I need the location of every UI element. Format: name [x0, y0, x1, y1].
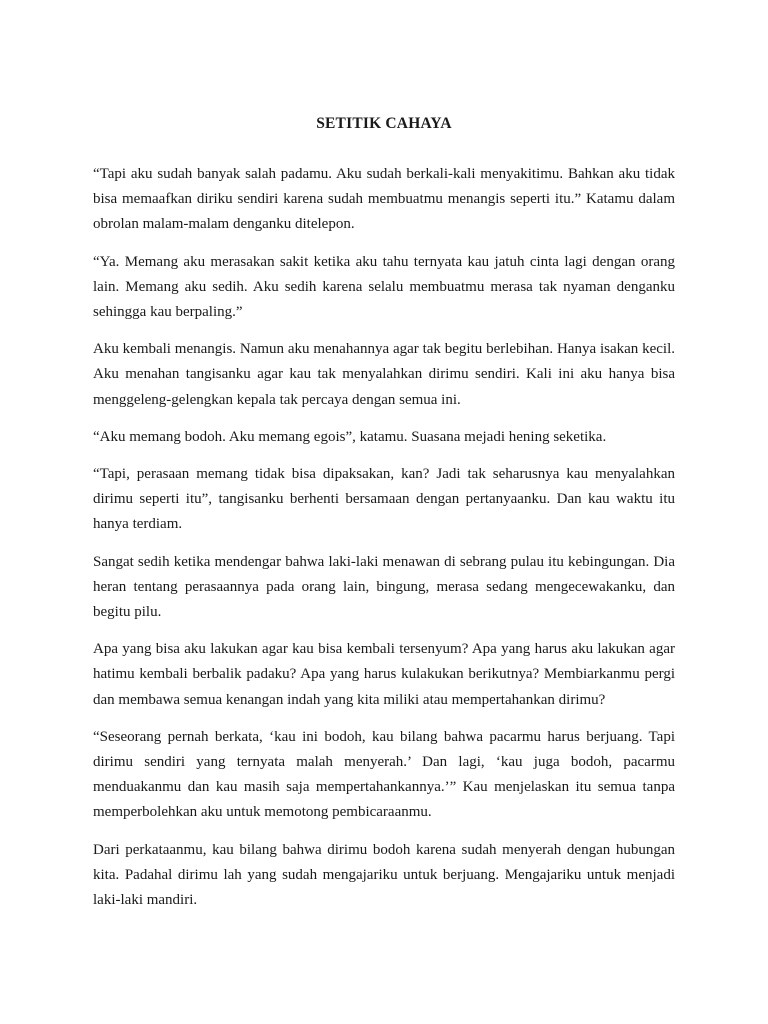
- paragraph-1: “Tapi aku sudah banyak salah padamu. Aku sudah berkali-kali menyakitimu. Bahkan aku tidak bisa memaafkan diriku sendiri karena sudah membuatmu menangis seperti itu.” Katamu dalam obrolan malam-malam denganku ditelepon.: [93, 166, 675, 233]
- document-body: [93, 162, 675, 925]
- paragraph-7: Apa yang bisa aku lakukan agar kau bisa kembali tersenyum? Apa yang harus aku lakukan agar hatimu kembali berbalik padaku? Apa yang harus kulakukan berikutnya? Membiarkanmu pergi dan membawa semua kenangan indah yang kita miliki atau mempertahankan dirimu?: [93, 641, 675, 708]
- paragraph-6: Sangat sedih ketika mendengar bahwa laki-laki menawan di sebrang pulau itu kebingungan. Dia heran tentang perasaannya pada orang lain, bingung, merasa sedang mengecewakanku, dan begitu pilu.: [93, 553, 675, 621]
- paragraph-5: “Tapi, perasaan memang tidak bisa dipaksakan, kan? Jadi tak seharusnya kau menyalahkan dirimu seperti itu”, tangisanku berhenti bersamaan dengan pertanyaanku. Dan kau waktu itu hanya terdiam.: [93, 466, 675, 533]
- document-title: SETITIK CAHAYA: [316, 115, 452, 132]
- paragraph-4: “Aku memang bodoh. Aku memang egois”, katamu. Suasana mejadi hening seketika.: [93, 428, 607, 445]
- paragraph-9: Dari perkataanmu, kau bilang bahwa dirimu bodoh karena sudah menyerah dengan hubungan kita. Padahal dirimu lah yang sudah mengajariku untuk berjuang. Mengajariku untuk menjadi laki-laki mandiri.: [93, 841, 675, 909]
- paragraph-2: “Ya. Memang aku merasakan sakit ketika aku tahu ternyata kau jatuh cinta lagi dengan orang lain. Memang aku sedih. Aku sedih karena selalu membuatmu merasa tak nyaman denganku sehingga kau berpaling.”: [93, 253, 675, 321]
- paragraph-3: Aku kembali menangis. Namun aku menahannya agar tak begitu berlebihan. Hanya isakan kecil. Aku menahan tangisanku agar kau tak menyalahkan dirimu sendiri. Kali ini aku hanya bisa menggeleng-gelengkan kepala tak percaya dengan semua ini.: [93, 341, 675, 408]
- paragraph-8: “Seseorang pernah berkata, ‘kau ini bodoh, kau bilang bahwa pacarmu harus berjuang. Tapi dirimu sendiri yang ternyata malah menyerah.’ Dan lagi, ‘kau juga bodoh, pacarmu menduakanmu dan kau masih saja mempertahankannya.’” Kau menjelaskan itu semua tanpa memperbolehkan aku untuk memotong pembicaraanmu.: [93, 728, 675, 821]
